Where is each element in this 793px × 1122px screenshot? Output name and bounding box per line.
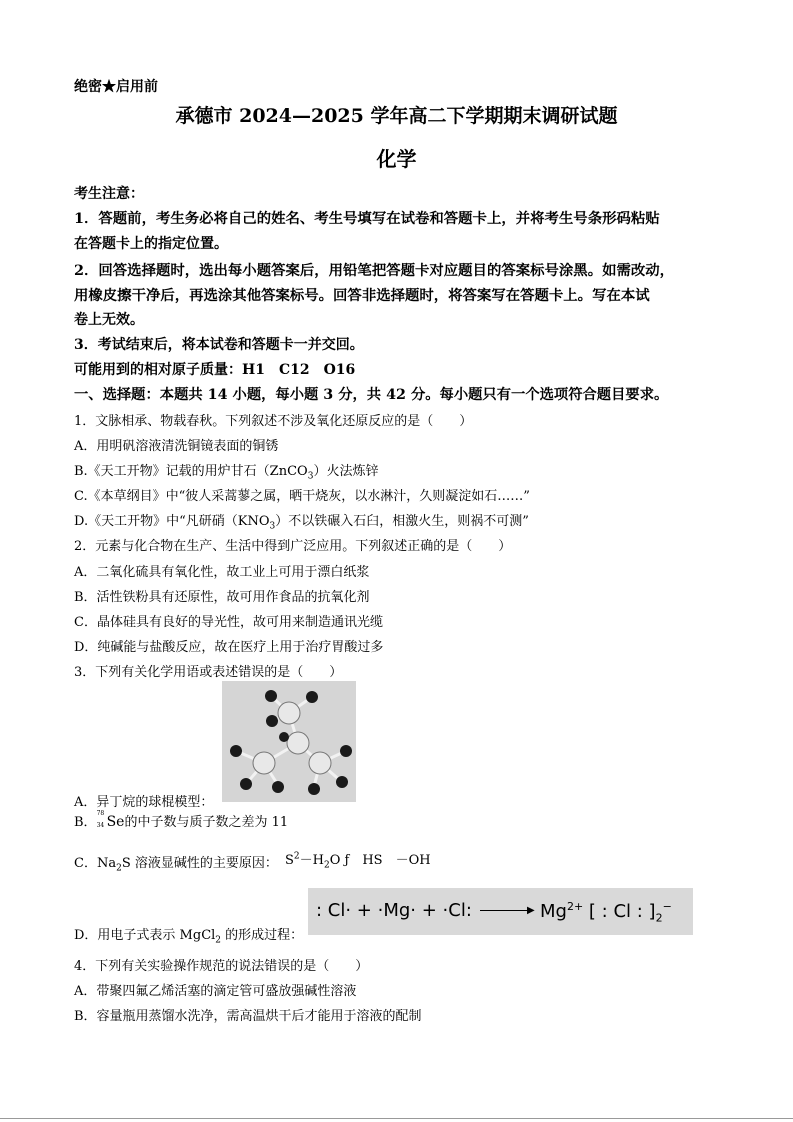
exam-title: 承德市 2024—2025 学年高二下学期期末调研试题: [175, 105, 618, 127]
q2-option-c: C．晶体硅具有良好的导光性，故可用来制造通讯光缆: [74, 615, 383, 630]
note-1b: 在答题卡上的指定位置。: [74, 236, 228, 252]
q3-option-c: C．$Na_2S$ 溶液显碱性的主要原因：: [74, 856, 278, 874]
q3-stem: 3．下列有关化学用语或表述错误的是（ ）: [74, 665, 343, 680]
note-1a: 1．答题前，考生务必将自己的姓名、考生号填写在试卷和答题卡上，并将考生号条形码粘贴: [74, 210, 660, 227]
isobutane-model-image: [222, 681, 356, 802]
note-3: 3．考试结束后，将本试卷和答题卡一并交回。: [74, 337, 364, 353]
q2-stem: 2．元素与化合物在生产、生活中得到广泛应用。下列叙述正确的是（ ）: [74, 539, 512, 554]
subject-title: 化学: [376, 147, 417, 171]
atomic-mass: 可能用到的相对原子质量：H1 C12 O16: [74, 362, 356, 378]
formation-right: $Mg^{2+}$ [ : Cl : ]$_2^-$: [540, 900, 672, 925]
q3-c-equation: $S^2-H_2O$ ƒ HS －OH: [285, 851, 431, 871]
q2-option-b: B．活性铁粉具有还原性，故可用作食品的抗氧化剂: [74, 590, 370, 605]
q1-option-d: D.《天工开物》中“凡研硝$(KNO_3)$不以铁碾入石臼，相激火生，则祸不可测”: [74, 514, 529, 532]
section-1-heading: 一、选择题：本题共 14 小题，每小题 3 分，共 42 分。每小题只有一个选项符合题目要求。: [74, 387, 669, 403]
q1-stem: 1．文脉相承、物载春秋。下列叙述不涉及氧化还原反应的是（ ）: [74, 414, 473, 429]
q1-option-b: B.《天工开物》记载的用炉甘石（ZnCO$_3$）火法炼锌: [74, 464, 379, 482]
q2-option-d: D．纯碱能与盐酸反应，故在医疗上用于治疗胃酸过多: [74, 640, 384, 655]
page-bottom-rule: [0, 1118, 793, 1119]
q4-stem: 4．下列有关实验操作规范的说法错误的是（ ）: [74, 959, 369, 974]
note-2c: 卷上无效。: [74, 312, 144, 328]
mgcl2-formation-image: [308, 888, 693, 935]
secret-label: 绝密★启用前: [74, 79, 158, 95]
q2-option-a: A．二氧化硫具有氧化性，故工业上可用于漂白纸浆: [74, 565, 370, 580]
reaction-arrow: [480, 910, 532, 911]
q3-option-a: A．异丁烷的球棍模型：: [74, 795, 214, 810]
formation-left: : Cl· + ·Mg· + ·Cl:: [316, 900, 472, 921]
q4-option-a: A．带聚四氟乙烯活塞的滴定管可盛放强碱性溶液: [74, 984, 357, 999]
arrow-head: ▶: [527, 905, 535, 916]
q3-option-d: D．用电子式表示 MgCl$_2$ 的形成过程：: [74, 928, 304, 946]
q4-option-b: B．容量瓶用蒸馏水洗净，需高温烘干后才能用于溶液的配制: [74, 1009, 422, 1024]
q1-option-a: A．用明矾溶液清洗铜镜表面的铜锈: [74, 439, 279, 454]
notes-heading: 考生注意：: [74, 186, 144, 202]
q1-option-c: C.《本草纲目》中“彼人采蒿蓼之属，晒干烧灰，以水淋汁，久则凝淀如石……”: [74, 489, 530, 504]
q3-option-b: B． 78 34 Se的中子数与质子数之差为 11: [74, 810, 289, 830]
note-2b: 用橡皮擦干净后，再选涂其他答案标号。回答非选择题时，将答案写在答题卡上。写在本试: [74, 287, 650, 304]
note-2a: 2．回答选择题时，选出每小题答案后，用铅笔把答题卡对应题目的答案标号涂黑。如需改动，: [74, 262, 675, 279]
